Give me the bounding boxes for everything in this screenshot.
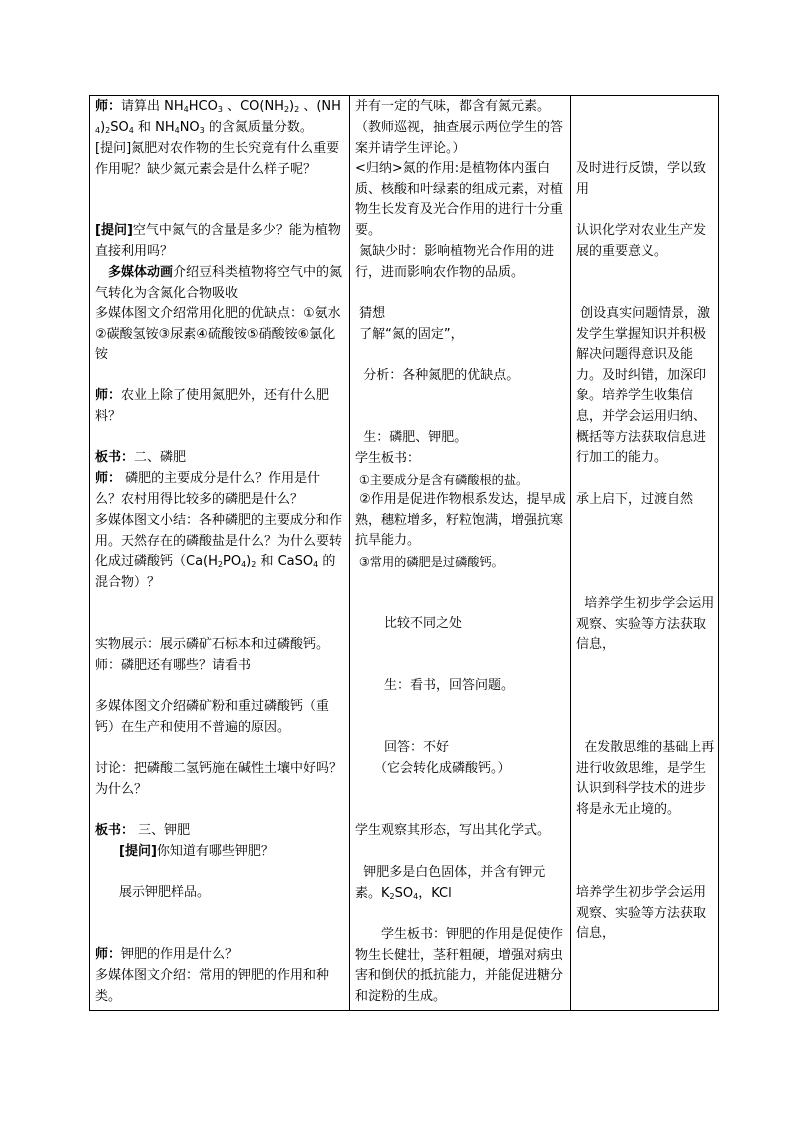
text-block: 实物展示：展示磷矿石标本和过磷酸钙。 — [95, 637, 330, 652]
text-block: 氮缺少时：影响植物光合作用的进行，进而影响农作物的品质。 — [355, 244, 555, 280]
text-block: 多媒体动画介绍豆科类植物将空气中的氮气转化为含氮化合物吸收 — [95, 265, 343, 301]
text-block: 师：钾肥的作用是什么？ — [95, 947, 239, 962]
text-block: 及时进行反馈，学以致用 — [576, 161, 707, 197]
text-block: 师：请算出 $NH_4HCO_3$ 、$CO(NH_2)_2$ 、$(NH_4)_2SO_4$ 和 $NH_4NO_3$ 的含氮质量分数。 — [95, 99, 341, 135]
text-block: 培养学生初步学会运用观察、实验等方法获取信息， — [576, 885, 707, 942]
text-block: 多媒体图文介绍：常用的钾肥的作用和种类。 — [95, 968, 330, 1004]
text-block: 培养学生初步学会运用观察、实验等方法获取信息， — [576, 596, 715, 653]
text-block: 师：农业上除了使用氮肥外，还有什么肥料？ — [95, 388, 330, 424]
text-block: 板书：二、磷肥 — [95, 450, 187, 465]
text-block: 创设真实问题情景，激发学生掌握知识并积极解决问题得意识及能力。及时纠错，加深印象。培养学生收集信息，并学会运用归纳、概括等方法获取信息进行加工的能力。 — [576, 306, 711, 466]
text-block: 师： 磷肥的主要成分是什么？作用是什么？农村用得比较多的磷肥是什么？ — [95, 471, 321, 507]
design-intent-column — [571, 96, 719, 1010]
text-block: 并有一定的气味，都含有氮元素。 — [355, 99, 551, 114]
text-block: 学生板书：钾肥的作用是促使作物生长健壮，茎秆粗硬，增强对病虫害和倒伏的抵抗能力，并能促进糖分和淀粉的生成。 — [355, 927, 564, 1004]
text-block: ②作用是促进作物根系发达，提早成熟，穗粒增多，籽粒饱满，增强抗寒抗旱能力。 — [355, 492, 566, 549]
text-block: 承上启下，过渡自然 — [576, 492, 694, 507]
text-block: [提问]你知道有哪些钾肥？ — [119, 844, 274, 859]
text-block: 了解“氮的固定”， — [355, 327, 464, 342]
text-block: 钾肥多是白色固体，并含有钾元素。$K_2SO_4$，KCl — [355, 865, 546, 901]
text-block: 回答：不好 — [384, 740, 450, 755]
text-block: 生：看书，回答问题。 — [384, 678, 515, 693]
text-block: 在发散思维的基础上再进行收敛思维，是学生认识到科学技术的进步将是永无止境的。 — [576, 740, 715, 817]
text-block: 学生板书： — [355, 451, 421, 466]
text-block: 分析：各种氮肥的优缺点。 — [355, 368, 520, 383]
text-block: ①主要成分是含有磷酸根的盐。 — [355, 473, 529, 487]
text-block: （教师巡视，抽查展示两位学生的答案并请学生评论。） — [355, 120, 564, 156]
text-block: 多媒体图文介绍常用化肥的优缺点：①氨水②碳酸氢铵③尿素④硫酸铵⑤硝酸铵⑥氯化铵 — [95, 306, 341, 363]
text-block: 展示钾肥样品。 — [119, 885, 211, 900]
text-block: 生：磷肥、钾肥。 — [355, 430, 468, 445]
text-block: 学生观察其形态，写出其化学式。 — [355, 823, 551, 838]
text-block: （它会转化成磷酸钙。） — [374, 761, 511, 776]
teacher-activity-column — [90, 96, 349, 1010]
text-block: 多媒体图文小结：各种磷肥的主要成分和作用。天然存在的磷酸盐是什么？为什么要转化成过磷酸钙（$Ca(H_2PO_4)_2$ 和 CaSO$_4$ 的混合物）？ — [95, 513, 343, 590]
text-block: 猜想 — [355, 306, 386, 321]
text-block: 比较不同之处 — [384, 616, 463, 631]
student-activity-column — [350, 96, 570, 1010]
text-block: 讨论：把磷酸二氢钙施在碱性土壤中好吗？为什么？ — [95, 761, 343, 797]
text-block: <归纳>氮的作用:是植物体内蛋白质、核酸和叶绿素的组成元素，对植物生长发育及光合作用的进行十分重要。 — [355, 161, 564, 238]
text-block: 板书： 三、钾肥 — [95, 823, 191, 838]
text-block: [提问]氮肥对农作物的生长究竟有什么重要作用呢？缺少氮元素会是什么样子呢？ — [95, 141, 340, 177]
text-block: ③常用的磷肥是过磷酸钙。 — [355, 555, 504, 569]
text-block: [提问]空气中氮气的含量是多少？能为植物直接利用吗？ — [95, 223, 341, 259]
lesson-plan-table — [89, 95, 719, 1011]
text-block: 多媒体图文介绍磷矿粉和重过磷酸钙（重钙）在生产和使用不普遍的原因。 — [95, 699, 330, 735]
text-block: 认识化学对农业生产发展的重要意义。 — [576, 223, 707, 259]
text-block: 师：磷肥还有哪些？请看书 — [95, 658, 252, 673]
